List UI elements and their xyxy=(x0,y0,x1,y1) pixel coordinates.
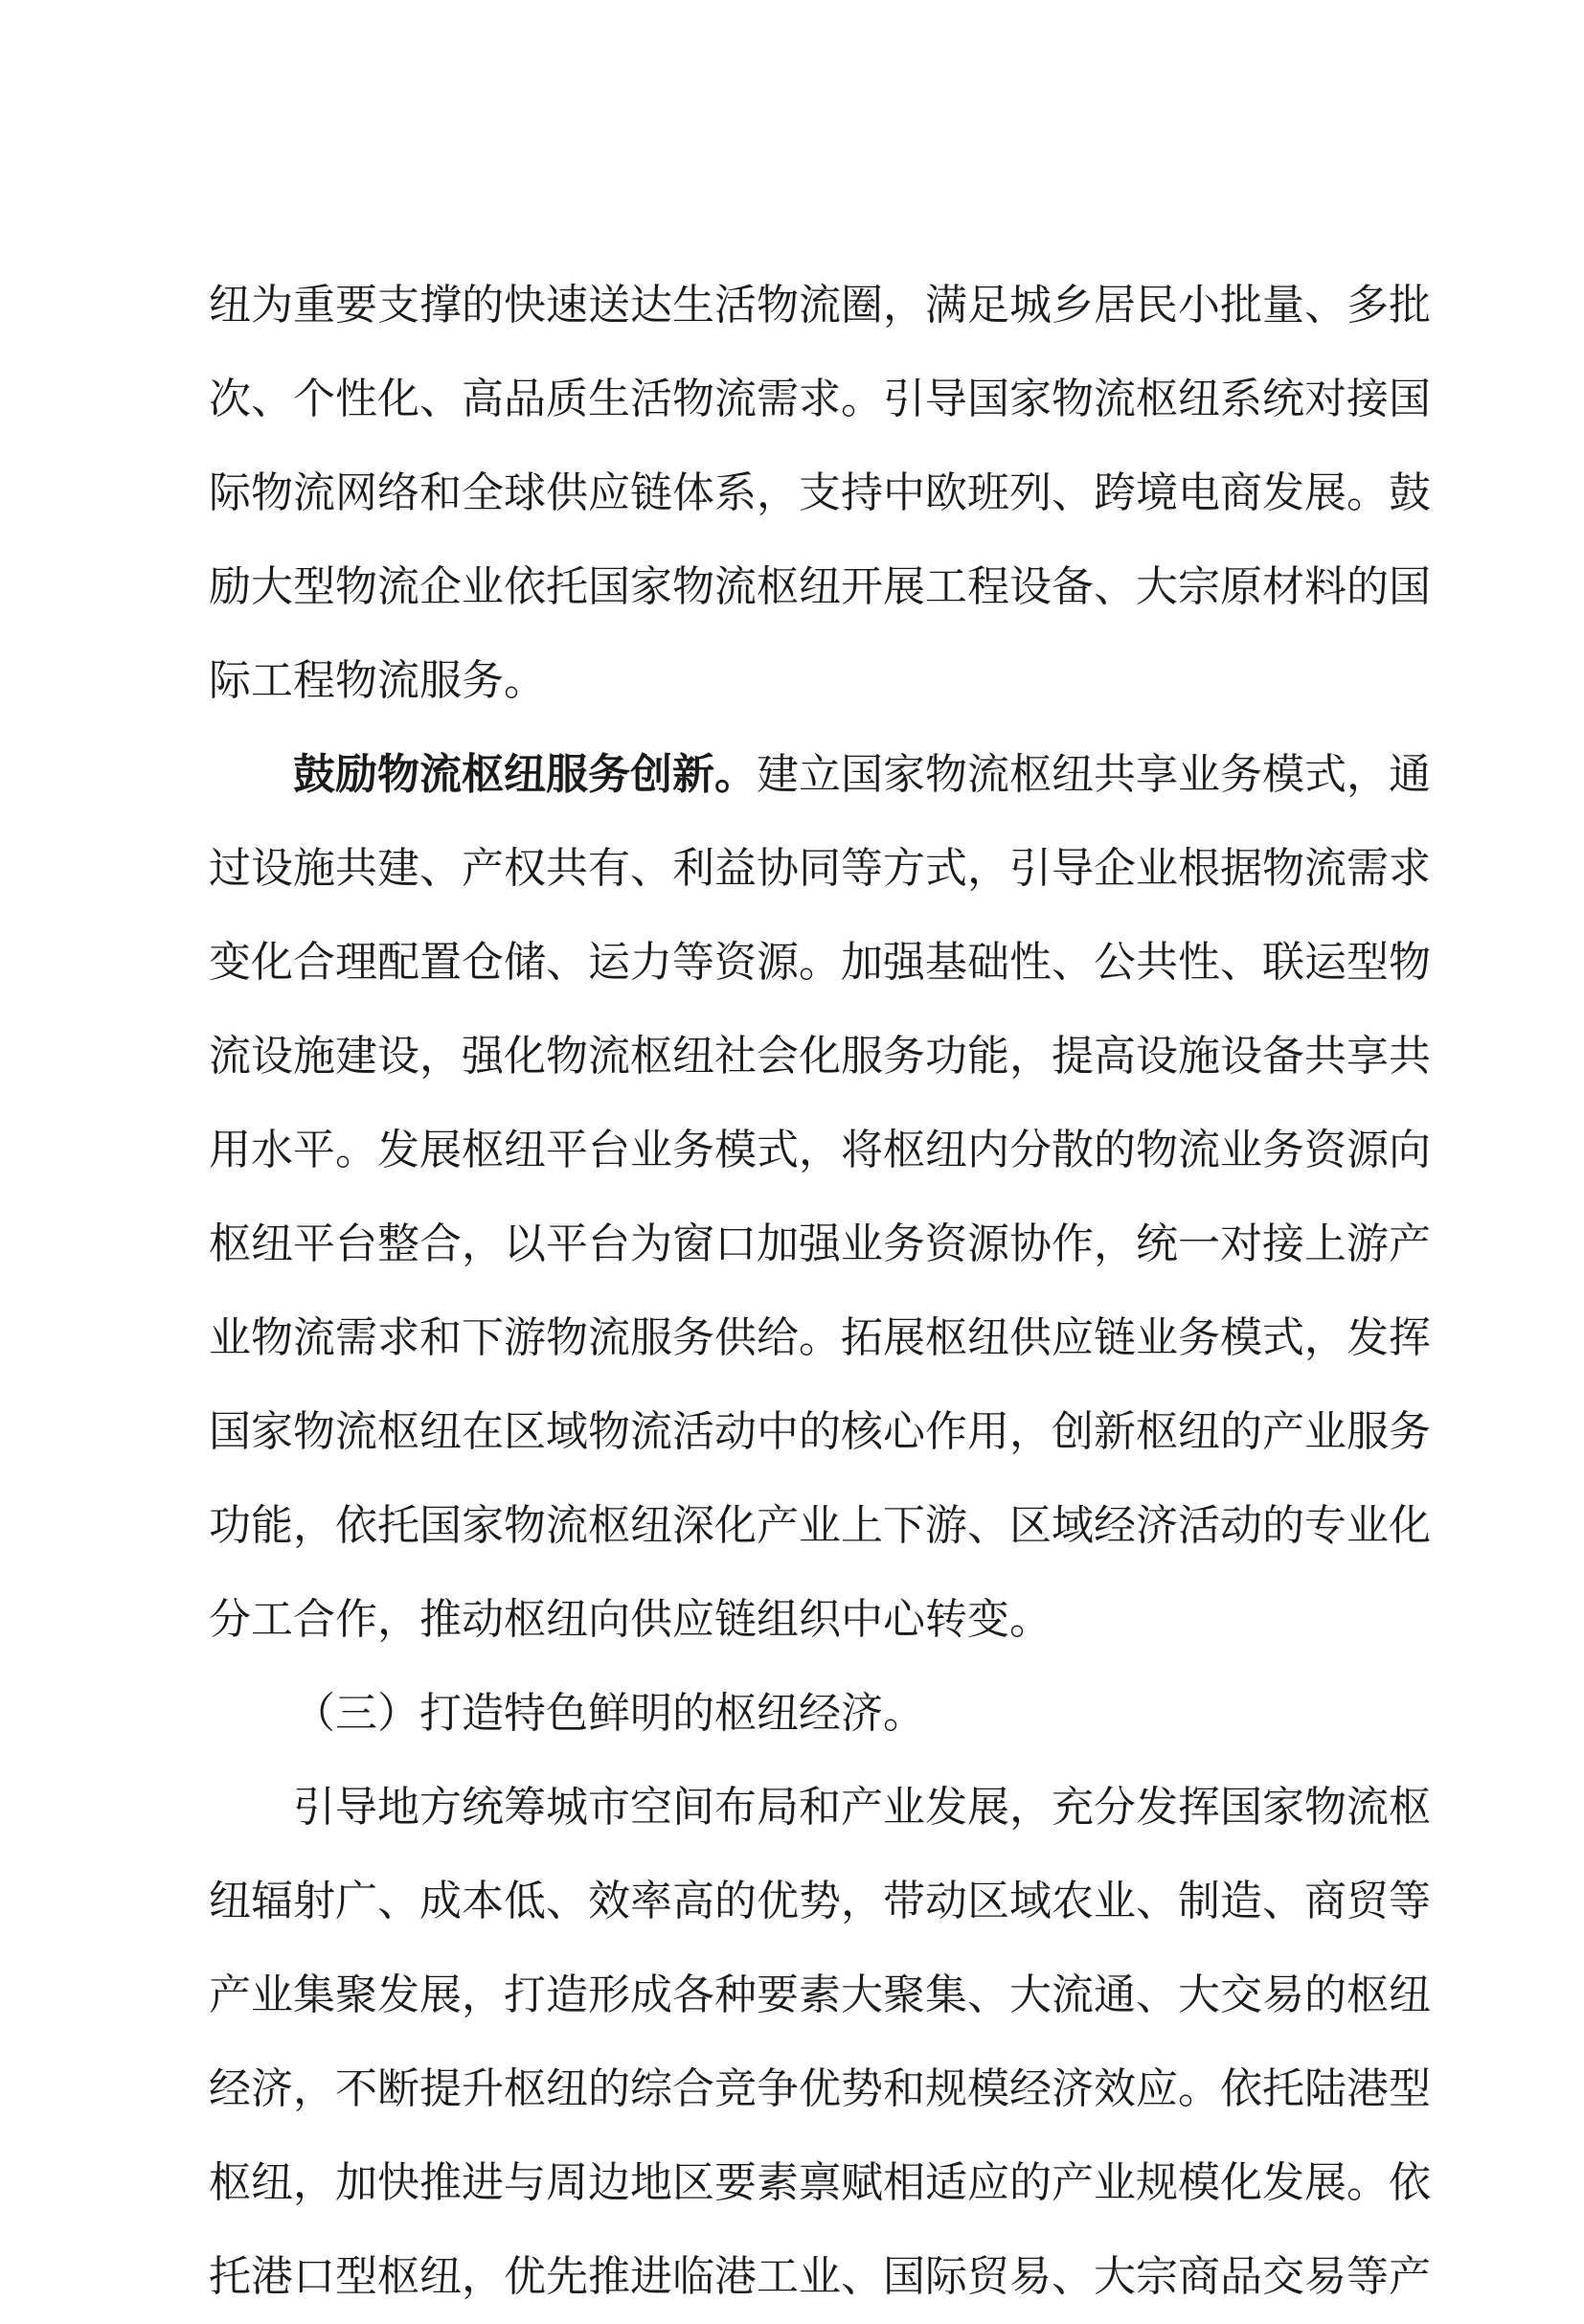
text-line: 业物流需求和下游物流服务供给。拓展枢纽供应链业务模式，发挥 xyxy=(209,1313,1431,1362)
text-line: 用水平。发展枢纽平台业务模式，将枢纽内分散的物流业务资源向 xyxy=(209,1126,1431,1174)
section-heading xyxy=(209,1667,1377,1761)
text-line: 托港口型枢纽，优先推进临港工业、国际贸易、大宗商品交易等产 xyxy=(209,2252,1431,2301)
text-line: 分工合作，推动枢纽向供应链组织中心转变。 xyxy=(209,1595,1052,1644)
text-line: 国家物流枢纽在区域物流活动中的核心作用，创新枢纽的产业服务 xyxy=(209,1407,1431,1456)
text-line: 经济，不断提升枢纽的综合竞争优势和规模经济效应。依托陆港型 xyxy=(209,2064,1431,2113)
text-line: 引导地方统筹城市空间布局和产业发展，充分发挥国家物流枢 xyxy=(293,1783,1431,1832)
paragraph xyxy=(209,728,1431,1667)
paragraph-lead: 鼓励物流枢纽服务创新。 xyxy=(293,750,757,799)
text-line: 枢纽，加快推进与周边地区要素禀赋相适应的产业规模化发展。依 xyxy=(209,2158,1431,2207)
text-line xyxy=(209,728,1431,822)
text-line: 际物流网络和全球供应链体系，支持中欧班列、跨境电商发展。鼓 xyxy=(209,468,1431,517)
text-line: 产业集聚发展，打造形成各种要素大聚集、大流通、大交易的枢纽 xyxy=(209,1971,1431,2019)
text-line: 次、个性化、高品质生活物流需求。引导国家物流枢纽系统对接国 xyxy=(209,375,1431,423)
text-line: 纽辐射广、成本低、效率高的优势，带动区域农业、制造、商贸等 xyxy=(209,1877,1431,1925)
section-heading-text: （三）打造特色鲜明的枢纽经济。 xyxy=(293,1689,925,1738)
text-line: 功能，依托国家物流枢纽深化产业上下游、区域经济活动的专业化 xyxy=(209,1501,1431,1550)
text-line: 枢纽平台整合，以平台为窗口加强业务资源协作，统一对接上游产 xyxy=(209,1219,1431,1268)
paragraph xyxy=(209,1761,1431,2324)
text-line: 流设施建设，强化物流枢纽社会化服务功能，提高设施设备共享共 xyxy=(209,1032,1431,1081)
paragraph-lead-rest: 建立国家物流枢纽共享业务模式，通 xyxy=(757,750,1431,799)
paragraph xyxy=(209,259,1431,728)
document-body xyxy=(209,259,1431,2324)
text-line: 过设施共建、产权共有、利益协同等方式，引导企业根据物流需求 xyxy=(209,844,1431,893)
text-line: 励大型物流企业依托国家物流枢纽开展工程设备、大宗原材料的国 xyxy=(209,562,1431,611)
text-line: 际工程物流服务。 xyxy=(209,656,546,705)
text-line: 变化合理配置仓储、运力等资源。加强基础性、公共性、联运型物 xyxy=(209,938,1431,987)
text-line: 纽为重要支撑的快速送达生活物流圈，满足城乡居民小批量、多批 xyxy=(209,281,1431,330)
